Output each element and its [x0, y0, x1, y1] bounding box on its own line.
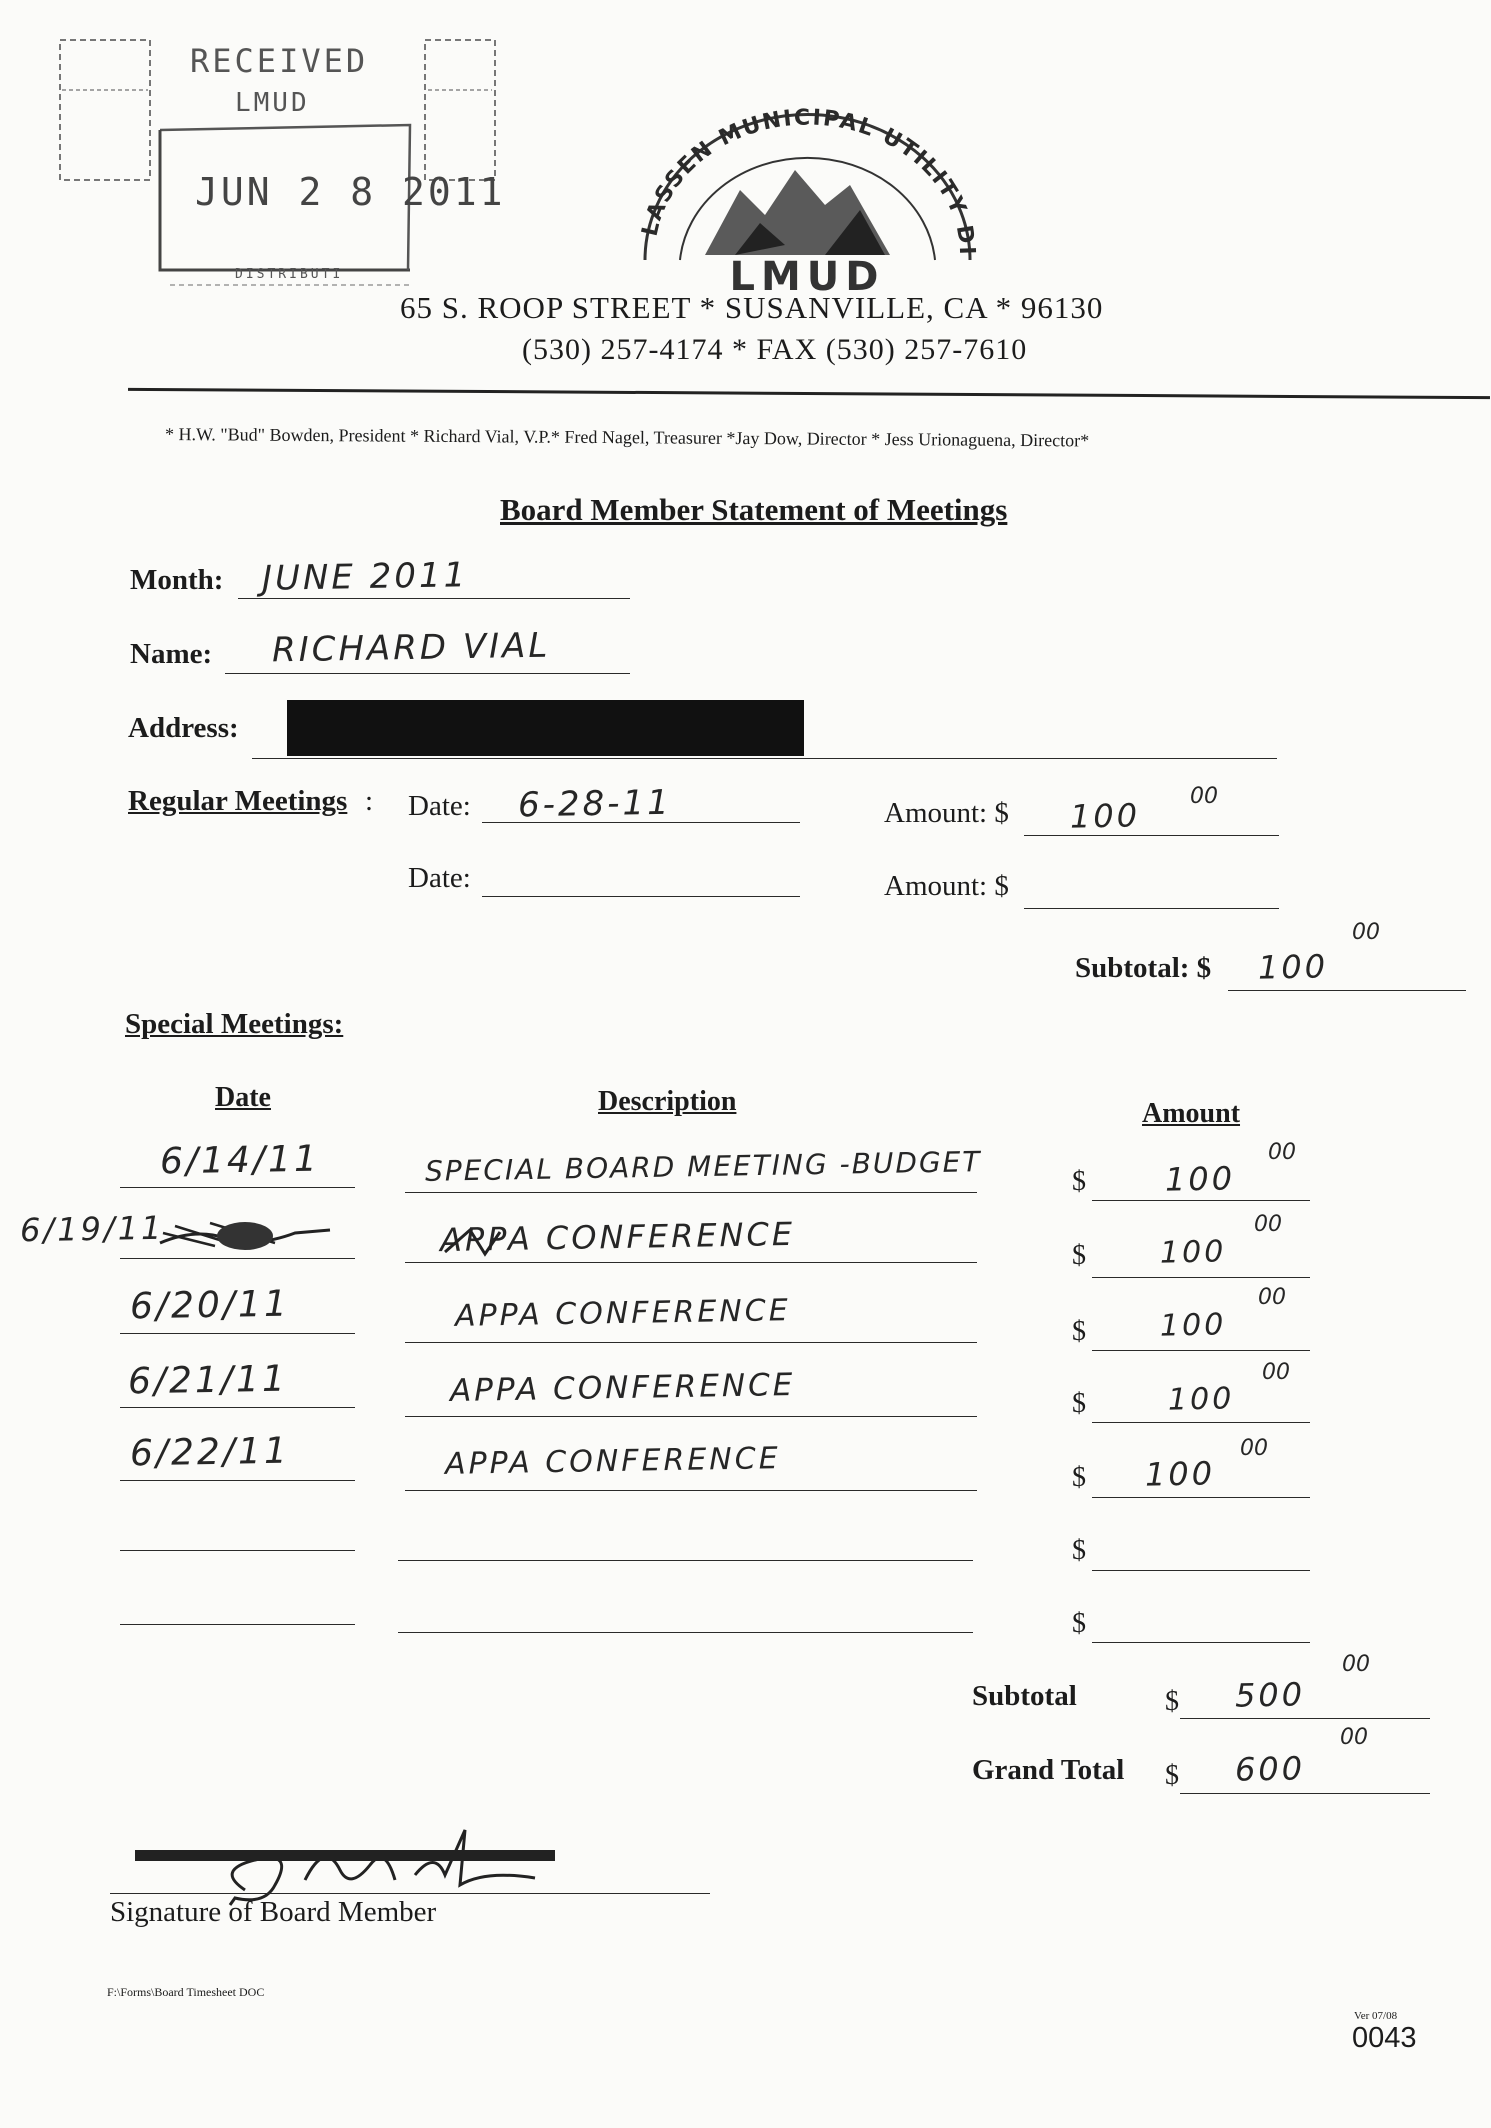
month-value: JUNE 2011: [261, 555, 469, 599]
regular-date-label-1: Date:: [408, 790, 471, 822]
special-dollar-2: $: [1072, 1240, 1086, 1271]
regular-amount-label-2: Amount: $: [884, 870, 1009, 902]
special-date-line-7: [120, 1624, 355, 1625]
special-subtotal-value: 500: [1234, 1675, 1306, 1715]
stamp-received: RECEIVED: [190, 42, 369, 80]
special-cents-5: 00: [1240, 1436, 1268, 1461]
special-date-1: 6/14/11: [159, 1138, 321, 1183]
special-amount-5: 100: [1144, 1454, 1216, 1494]
footer-file-path: F:\Forms\Board Timesheet DOC: [107, 1985, 265, 1999]
footer-version: Ver 07/08: [1354, 2010, 1398, 2022]
special-subtotal-label: Subtotal: [972, 1680, 1077, 1712]
special-date-line-6: [120, 1550, 355, 1551]
regular-subtotal-value: 100: [1257, 947, 1329, 987]
special-date-4: 6/21/11: [127, 1358, 289, 1403]
special-description-1: SPECIAL BOARD MEETING -BUDGET: [424, 1145, 982, 1188]
special-amount-line-4: [1092, 1422, 1310, 1423]
special-subtotal-cents: 00: [1342, 1652, 1370, 1677]
special-description-2: APPA CONFERENCE: [439, 1214, 796, 1260]
special-amount-line-3: [1092, 1350, 1310, 1351]
special-cents-1: 00: [1268, 1140, 1296, 1165]
regular-date-1: 6-28-11: [517, 782, 673, 826]
special-cents-4: 00: [1262, 1360, 1290, 1385]
page-number: 0043: [1352, 2022, 1417, 2054]
grand-total-cents: 00: [1340, 1725, 1368, 1750]
regular-amount-1: 100: [1069, 796, 1141, 836]
special-date-line-4: [120, 1407, 355, 1408]
regular-subtotal-label: Subtotal: $: [1075, 952, 1212, 984]
special-amount-line-1: [1092, 1200, 1310, 1201]
special-description-line-6: [398, 1560, 973, 1561]
regular-subtotal-cents: 00: [1352, 920, 1380, 945]
special-amount-1: 100: [1164, 1159, 1236, 1199]
special-date-line-2: [120, 1258, 355, 1259]
special-description-4: APPA CONFERENCE: [449, 1366, 796, 1410]
special-subtotal-line: [1180, 1718, 1430, 1719]
special-date-line-3: [120, 1333, 355, 1334]
special-date-2: 6/19/11: [19, 1208, 165, 1250]
letterhead-phone: (530) 257-4174 * FAX (530) 257-7610: [522, 333, 1028, 366]
special-dollar-6: $: [1072, 1535, 1086, 1566]
special-description-5: APPA CONFERENCE: [444, 1441, 781, 1482]
description-strike-icon: [440, 1222, 520, 1262]
address-redaction: [287, 700, 804, 756]
special-description-line-2: [405, 1262, 977, 1263]
logo-arc-text: LASSEN MUNICIPAL UTILITY DI: [637, 105, 980, 257]
special-amount-3: 100: [1159, 1307, 1227, 1344]
name-value: RICHARD VIAL: [271, 625, 551, 671]
special-date-5: 6/22/11: [129, 1430, 291, 1475]
address-label: Address:: [128, 712, 239, 744]
regular-amount-label-1: Amount: $: [884, 797, 1009, 829]
name-line: [225, 673, 630, 674]
special-dollar-3: $: [1072, 1316, 1086, 1347]
special-amount-4: 100: [1167, 1381, 1235, 1418]
received-stamp: [50, 30, 520, 300]
address-line: [252, 758, 1277, 759]
form-title: Board Member Statement of Meetings: [500, 492, 1008, 527]
regular-subtotal-line: [1228, 990, 1466, 991]
special-date-line-1: [120, 1187, 355, 1188]
special-description-line-7: [398, 1632, 973, 1633]
grand-total-value: 600: [1234, 1749, 1306, 1789]
stamp-org: LMUD: [235, 88, 310, 118]
special-amount-2: 100: [1159, 1234, 1227, 1271]
month-label: Month:: [130, 564, 224, 596]
regular-cents-1: 00: [1190, 784, 1218, 809]
special-amount-line-5: [1092, 1497, 1310, 1498]
special-dollar-4: $: [1072, 1388, 1086, 1419]
grand-total-label: Grand Total: [972, 1754, 1125, 1786]
district-logo: [635, 105, 980, 305]
special-description-line-1: [405, 1192, 977, 1193]
special-date-3: 6/20/11: [129, 1283, 291, 1328]
col-description-header: Description: [598, 1086, 737, 1117]
regular-date-label-2: Date:: [408, 862, 471, 894]
special-amount-line-2: [1092, 1277, 1310, 1278]
stamp-distribution: DISTRIBUTI: [235, 267, 344, 282]
letterhead-rule: [128, 388, 1490, 399]
special-subtotal-dollar: $: [1165, 1686, 1179, 1717]
regular-amount-line-2: [1024, 908, 1279, 909]
special-cents-2: 00: [1254, 1212, 1282, 1237]
special-dollar-1: $: [1072, 1166, 1086, 1197]
special-amount-line-6: [1092, 1570, 1310, 1571]
stamp-date: JUN 2 8 2011: [195, 170, 506, 214]
regular-date-line-2: [482, 896, 800, 897]
letterhead-address: 65 S. ROOP STREET * SUSANVILLE, CA * 96130: [400, 290, 1104, 325]
special-description-line-4: [405, 1416, 977, 1417]
logo-initials: LMUD: [729, 254, 885, 300]
signature-line: [110, 1893, 710, 1894]
name-label: Name:: [130, 638, 213, 670]
special-dollar-7: $: [1072, 1608, 1086, 1639]
special-meetings-heading: Special Meetings:: [125, 1008, 344, 1040]
special-description-line-5: [405, 1490, 977, 1491]
regular-heading-colon: :: [365, 785, 374, 817]
officers-list: * H.W. "Bud" Bowden, President * Richard Vial, V.P.* Fred Nagel, Treasurer *Jay Dow, Director * Jess Urionaguena, Director*: [164, 424, 1090, 451]
col-amount-header: Amount: [1142, 1098, 1241, 1129]
special-dollar-5: $: [1072, 1462, 1086, 1493]
signature-label: Signature of Board Member: [110, 1896, 437, 1928]
grand-total-dollar: $: [1165, 1760, 1179, 1791]
regular-amount-line-1: [1024, 835, 1279, 836]
col-date-header: Date: [215, 1082, 271, 1113]
special-cents-3: 00: [1258, 1285, 1286, 1310]
strikethrough-scribble-icon: [155, 1208, 335, 1258]
special-description-line-3: [405, 1342, 977, 1343]
special-amount-line-7: [1092, 1642, 1310, 1643]
grand-total-line: [1180, 1793, 1430, 1794]
special-description-3: APPA CONFERENCE: [454, 1293, 791, 1334]
special-date-line-5: [120, 1480, 355, 1481]
regular-meetings-heading: Regular Meetings: [128, 785, 348, 817]
mountain-logo-icon: [635, 105, 980, 305]
